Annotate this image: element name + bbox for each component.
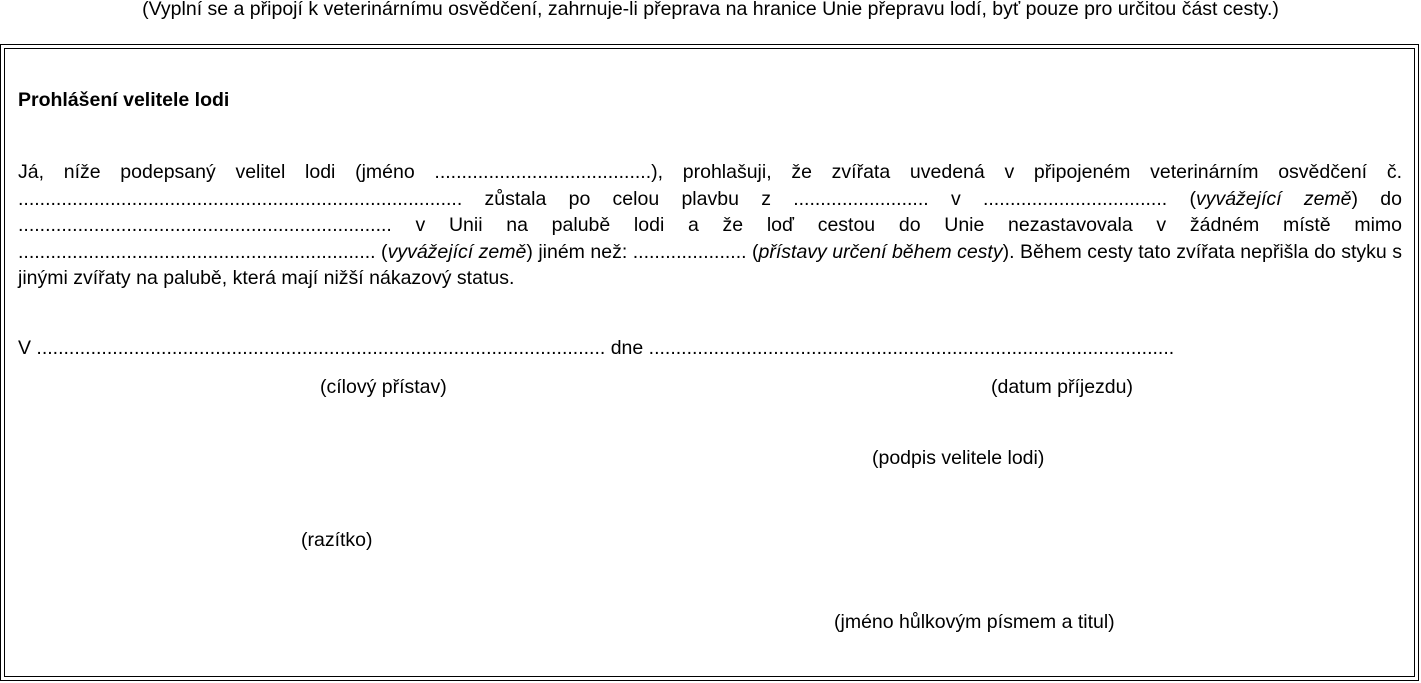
declaration-text: Já, níže podepsaný velitel lodi (jméno ........................................), prohlašuji, že zvířata uvedená v připojeném veterinárním osvědčení č. .................................................................................. zůstala po celou plavbu z ......................... v .................................. (vyvážející země) do ..................................................................... v Unii na palubě lodi a že loď cestou do Unie nezastavovala v žádném místě mimo .................................................................. (vyvážející země) jiném než: ..................... (přístavy určení během cesty). Během cesty tato zvířata nepřišla do styku s jinými zvířaty na palubě, která mají nižší nákazový status. [18,161,1402,290]
export-country-label-2: vyvážející země [387,240,527,263]
instruction-note: (Vyplní se a připojí k veterinárnímu osvědčení, zahrnuje-li přeprava na hranice Unie přepravu lodí, byť pouze pro určitou část cesty.) [142,0,1279,20]
arrival-date-caption: (datum příjezdu) [991,376,1133,398]
export-country-label-1: vyvážející země [1195,187,1352,210]
name-and-title-caption: (jméno hůlkovým písmem a titul) [834,611,1115,633]
declaration-frame [0,44,1419,681]
declaration-line-3: ) jiném než: ..................... ( [526,240,759,263]
declaration-line-2: ) do ..................................................................... v Unii na palubě lodi a že loď cestou do Unie nezastavovala v žádném místě mimo .................................................................. ( [18,187,1402,263]
master-signature-caption: (podpis velitele lodi) [872,447,1045,469]
destination-port-caption: (cílový přístav) [320,376,447,398]
declaration-line-1: Já, níže podepsaný velitel lodi (jméno ........................................), prohlašuji, že zvířata uvedená v připojeném veterinárním osvědčení č. .................................................................................. zůstala po celou plavbu z ......................... v .................................. [18,161,1402,210]
place-date-line: V ......................................................................................................... dne ................................................................................................. [18,337,1175,359]
stamp-caption: (razítko) [301,529,373,551]
declaration-frame-inner-border [4,48,1415,677]
ports-of-call-label: přístavy určení během cesty [758,240,1003,263]
declaration-heading: Prohlášení velitele lodi [18,89,230,111]
declaration-line-4: ). Během cesty tato zvířata nepřišla do styku s jinými zvířaty na palubě, která mají nižší nákazový status. [18,240,1402,290]
